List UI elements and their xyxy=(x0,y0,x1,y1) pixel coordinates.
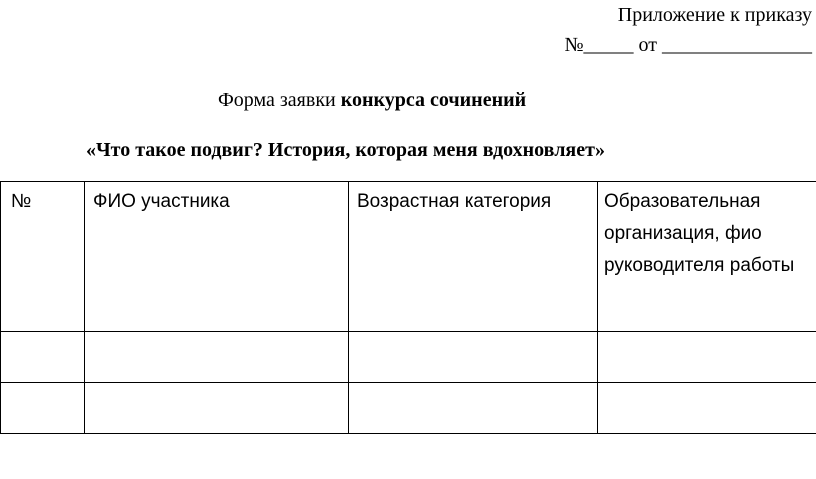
application-table xyxy=(0,181,816,434)
table-cell[interactable] xyxy=(85,332,349,383)
order-number-line: №_____ от _______________ xyxy=(564,34,812,56)
table-cell[interactable] xyxy=(349,383,598,434)
column-header-participant-name: ФИО участника xyxy=(85,182,349,332)
table-cell[interactable] xyxy=(1,383,85,434)
column-header-number: № xyxy=(1,182,85,332)
appendix-label: Приложение к приказу xyxy=(617,4,812,26)
table-cell[interactable] xyxy=(598,332,816,383)
column-header-organization: Образовательная организация, фио руководителя работы xyxy=(598,182,816,332)
form-title-prefix: Форма заявки xyxy=(218,89,341,111)
form-title-bold: конкурса сочинений xyxy=(340,89,527,111)
table-row xyxy=(1,383,816,434)
table-cell[interactable] xyxy=(598,383,816,434)
table-header-row xyxy=(1,182,816,332)
contest-name: «Что такое подвиг? История, которая меня вдохновляет» xyxy=(86,139,605,161)
table-cell[interactable] xyxy=(1,332,85,383)
table-cell[interactable] xyxy=(85,383,349,434)
table-row xyxy=(1,332,816,383)
table-cell[interactable] xyxy=(349,332,598,383)
column-header-age-category: Возрастная категория xyxy=(349,182,598,332)
form-title xyxy=(218,88,526,112)
